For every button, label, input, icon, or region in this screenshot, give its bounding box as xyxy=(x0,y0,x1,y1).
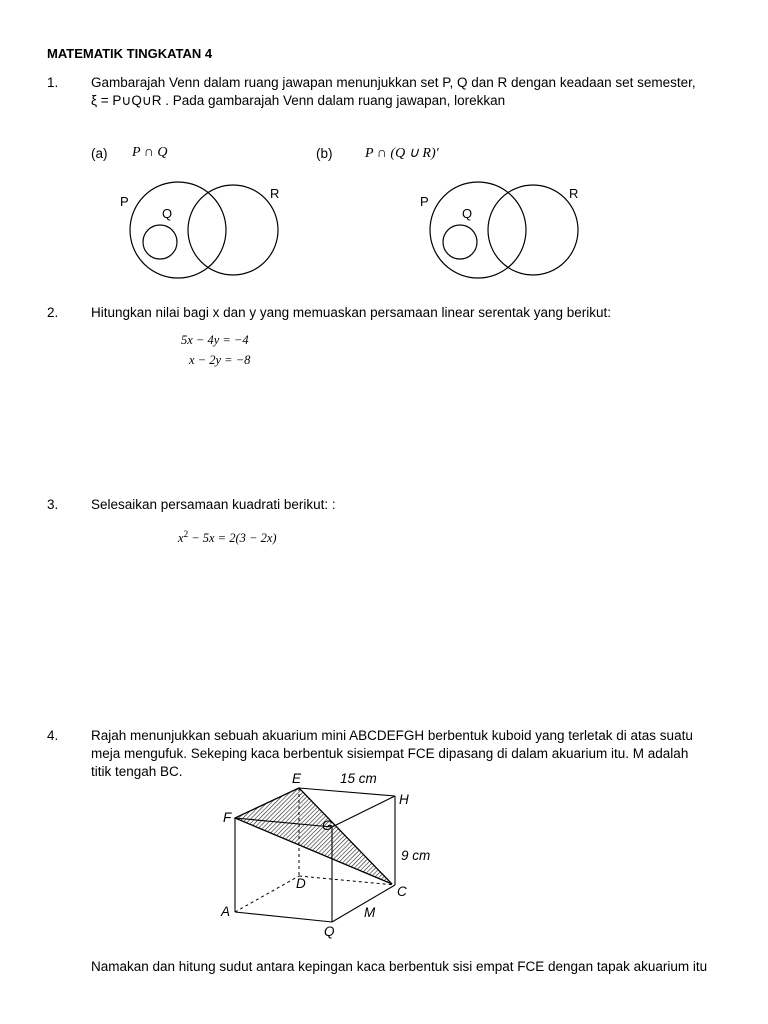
page-title: MATEMATIK TINGKATAN 4 xyxy=(47,46,213,61)
label-h: H xyxy=(399,792,409,807)
q1-text-line1: Gambarajah Venn dalam ruang jawapan menunjukkan set P, Q dan R dengan keadaan set semester, xyxy=(91,75,696,90)
q1-line2-rest: = P∪Q∪R . Pada gambarajah Venn dalam ruang jawapan, lorekkan xyxy=(97,93,506,108)
q1b-expression: P ∩ (Q ∪ R)' xyxy=(365,146,439,161)
label-len-9: 9 cm xyxy=(401,848,431,863)
q1a-expression: P ∩ Q xyxy=(132,145,168,160)
edge-eh xyxy=(299,788,395,796)
venn-b-label-r: R xyxy=(569,186,579,201)
label-q: Q xyxy=(324,924,335,939)
label-d: D xyxy=(296,876,306,891)
label-e: E xyxy=(292,771,302,786)
venn-a-label-q: Q xyxy=(162,206,173,221)
q2-equation-1: 5x − 4y = −4 xyxy=(181,333,249,347)
edge-aq xyxy=(235,912,332,922)
q4-text-line1: Rajah menunjukkan sebuah akuarium mini ABCDEFGH berbentuk kuboid yang terletak di atas suatu xyxy=(91,728,693,743)
q3-text: Selesaikan persamaan kuadrati berikut: : xyxy=(91,497,336,512)
venn-b-label-p: P xyxy=(420,194,429,209)
q2-equation-2: x − 2y = −8 xyxy=(189,353,251,367)
q4-footer-text: Namakan dan hitung sudut antara kepingan kaca berbentuk sisi empat FCE dengan tapak akuarium itu xyxy=(91,959,708,974)
label-g: G xyxy=(322,818,333,833)
venn-a-label-r: R xyxy=(270,186,280,201)
q4-number: 4. xyxy=(47,728,59,743)
label-f: F xyxy=(223,810,232,825)
label-len-15: 15 cm xyxy=(340,771,377,786)
label-a: A xyxy=(221,904,231,919)
q2-number: 2. xyxy=(47,305,59,320)
edge-hg xyxy=(332,796,395,827)
xi-symbol: ξ xyxy=(91,93,98,108)
q1a-label: (a) xyxy=(91,146,108,161)
venn-b-label-q: Q xyxy=(462,206,473,221)
q3-eq-base: x xyxy=(178,531,184,546)
label-c: C xyxy=(397,884,407,899)
label-m: M xyxy=(364,905,376,920)
q3-eq-exponent: 2 xyxy=(183,529,189,539)
q2-text: Hitungkan nilai bagi x dan y yang memuaskan persamaan linear serentak yang berikut: xyxy=(91,305,612,320)
q4-text-line2: meja mengufuk. Sekeping kaca berbentuk sisiempat FCE dipasang di dalam akuarium itu. M adalah xyxy=(91,746,689,761)
venn-a-label-p: P xyxy=(120,194,129,209)
q1b-label: (b) xyxy=(316,146,333,161)
edge-ad-hidden xyxy=(235,876,299,912)
q1-number: 1. xyxy=(47,75,59,90)
q4-text-line3: titik tengah BC. xyxy=(91,764,183,779)
q3-number: 3. xyxy=(47,497,59,512)
q3-eq-rest: − 5x = 2(3 − 2x) xyxy=(188,531,277,546)
